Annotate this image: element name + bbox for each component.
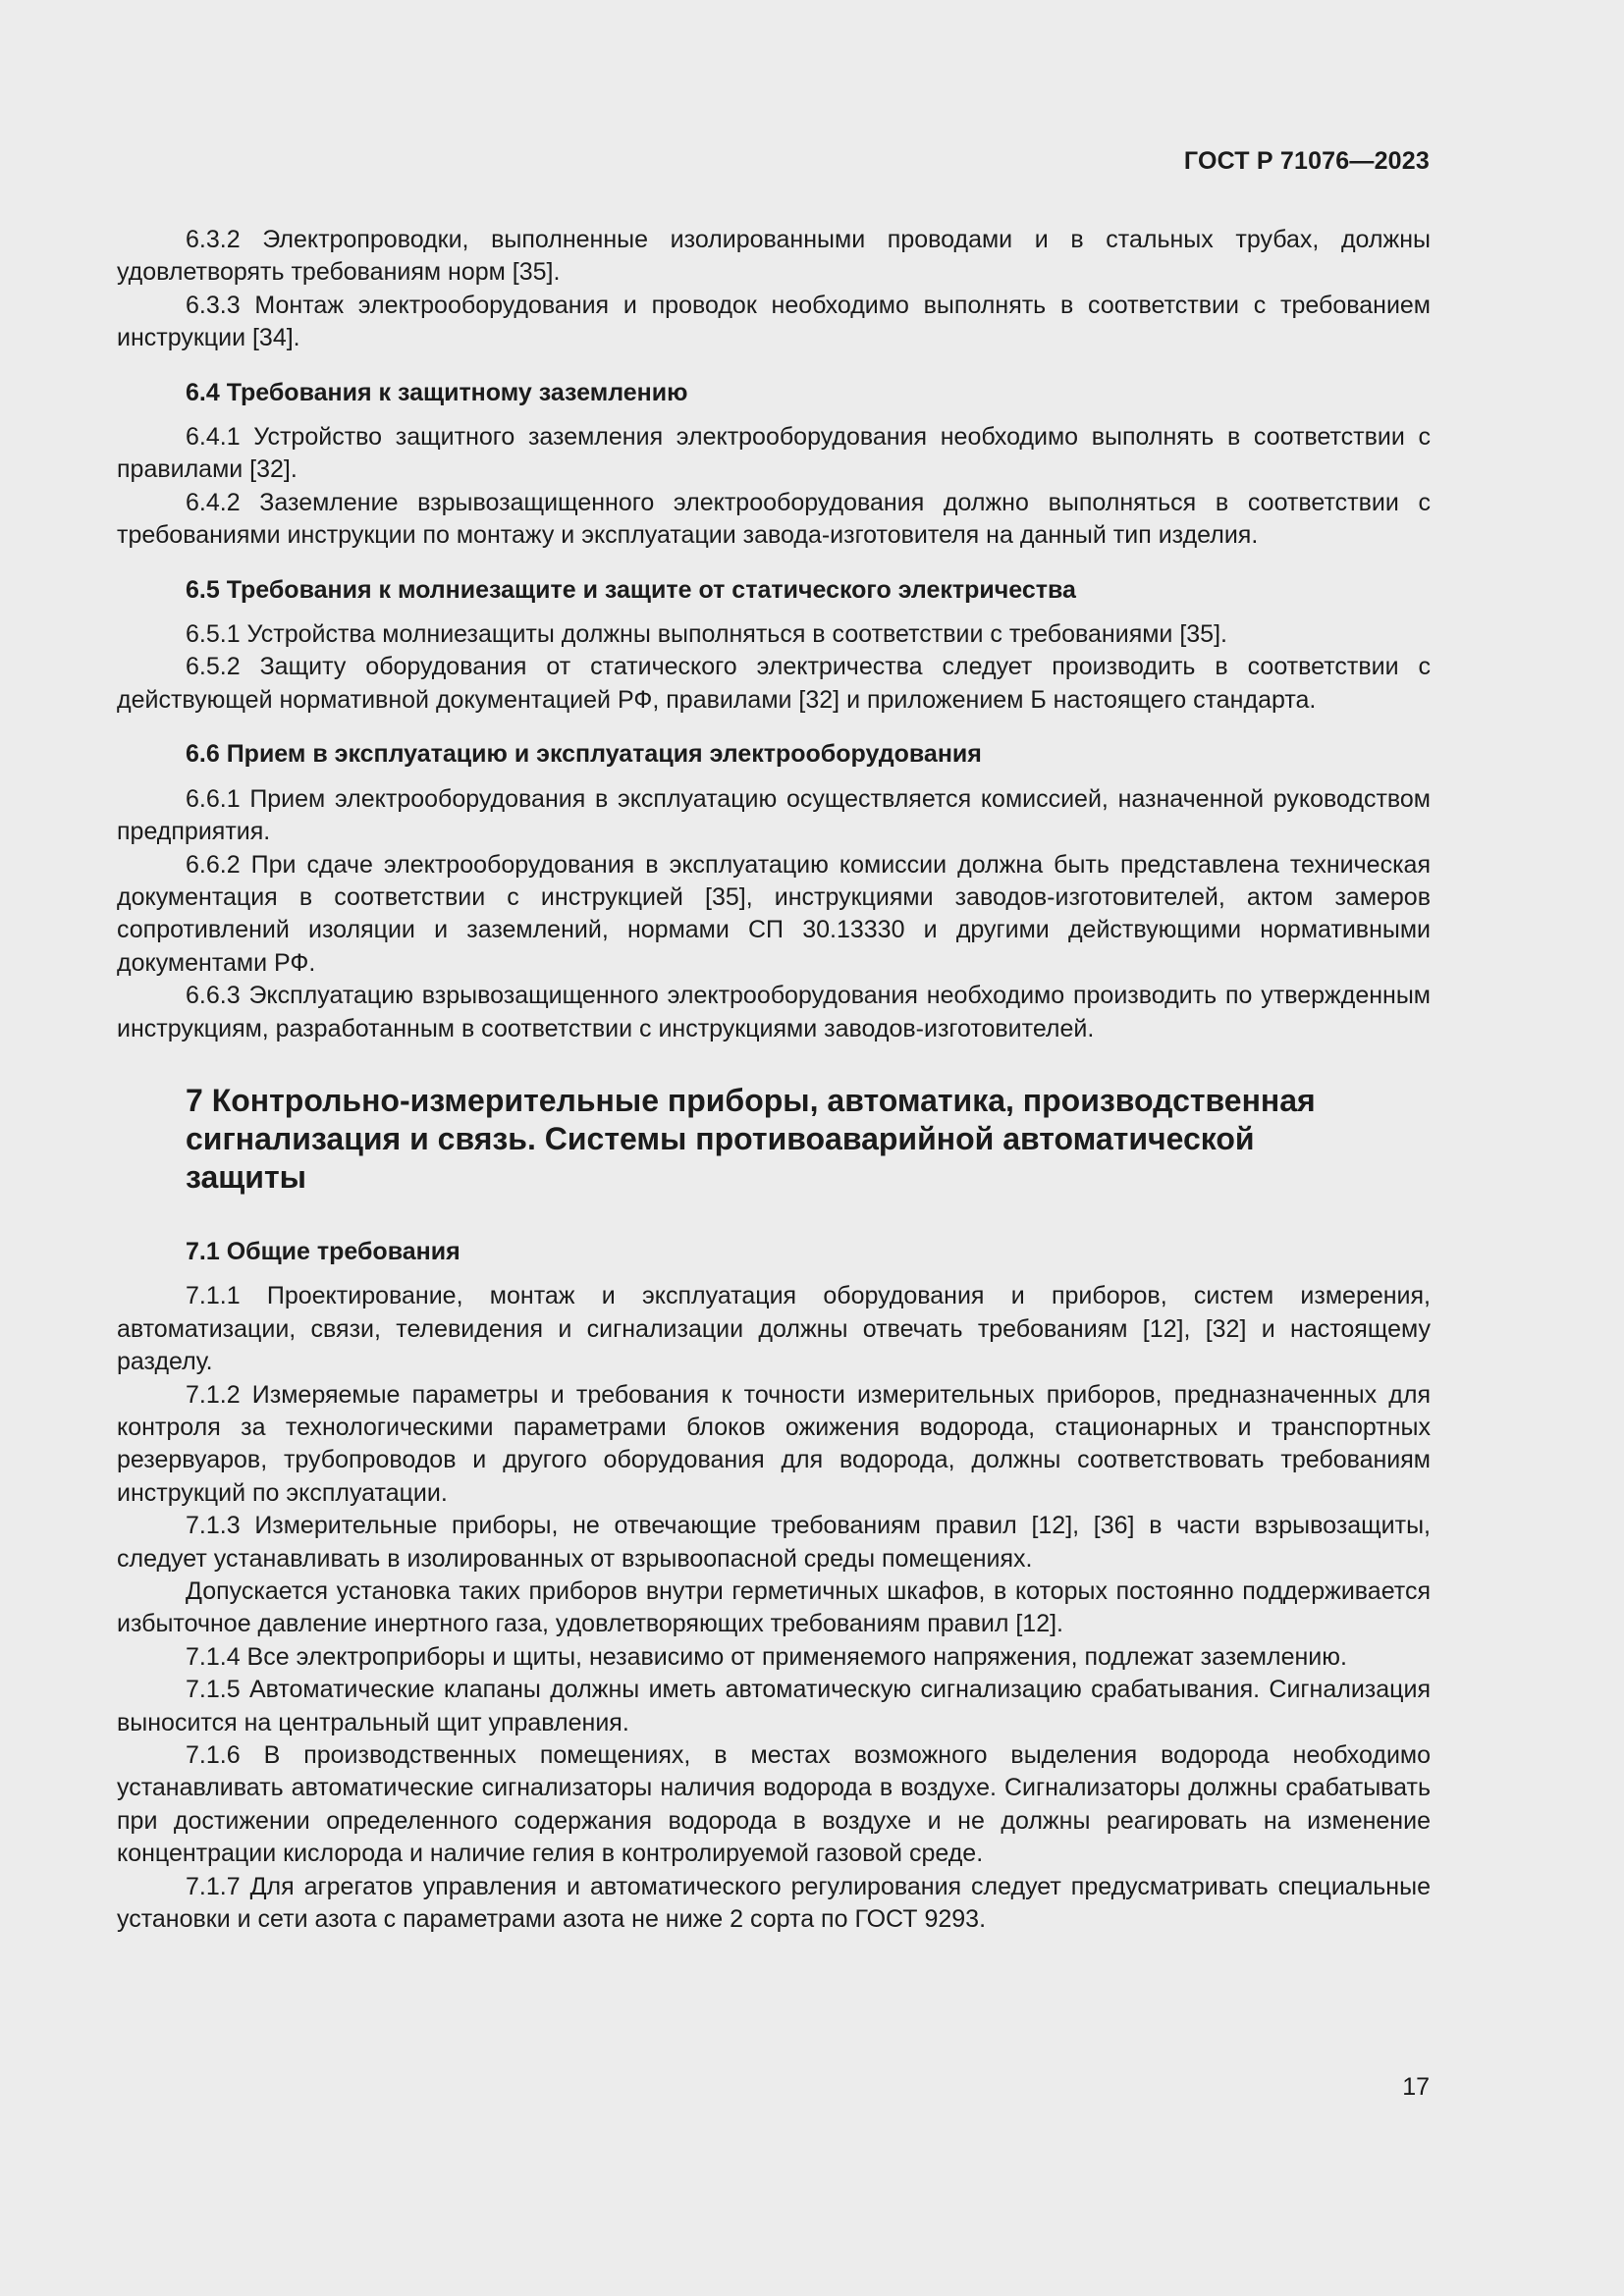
paragraph-6-6-1: 6.6.1 Прием электрооборудования в эксплуатацию осуществляется комиссией, назначенной руководством предприятия.	[117, 784, 1431, 846]
paragraph-7-1-1: 7.1.1 Проектирование, монтаж и эксплуатация оборудования и приборов, систем измерения, автоматизации, связи, телевидения и сигнализации должны отвечать требованиям [12], [32] и настоящему разделу.	[117, 1282, 1431, 1376]
paragraph-6-3-2: 6.3.2 Электропроводки, выполненные изолированными проводами и в стальных трубах, должны удовлетворять требованиям норм [35].	[117, 226, 1431, 287]
paragraph-6-5-1: 6.5.1 Устройства молниезащиты должны выполняться в соответствии с требованиями [35].	[186, 620, 1227, 649]
paragraph-6-4-1: 6.4.1 Устройство защитного заземления электрооборудования необходимо выполнять в соответствии с правилами [32].	[117, 423, 1431, 484]
paragraph-7-1-7: 7.1.7 Для агрегатов управления и автоматического регулирования следует предусматривать специальные установки и сети азота с параметрами азота не ниже 2 сорта по ГОСТ 9293.	[117, 1872, 1431, 1934]
paragraph-6-5-2: 6.5.2 Защиту оборудования от статического электричества следует производить в соответствии с действующей нормативной документацией РФ, правилами [32] и приложением Б настоящего стандарта.	[117, 653, 1431, 714]
paragraph-6-4-2: 6.4.2 Заземление взрывозащищенного электрооборудования должно выполняться в соответствии с требованиями инструкции по монтажу и эксплуатации завода-изготовителя на данный тип изделия.	[117, 488, 1431, 550]
section-heading-6-4: 6.4 Требования к защитному заземлению	[186, 378, 688, 406]
section-heading-6-6: 6.6 Прием в эксплуатацию и эксплуатация электрооборудования	[186, 740, 982, 769]
section-heading-7-1: 7.1 Общие требования	[186, 1237, 460, 1265]
chapter-heading-7: 7 Контрольно-измерительные приборы, автоматика, производственная сигнализация и связь. Системы противоаварийной автоматической защиты	[186, 1082, 1316, 1195]
paragraph-7-1-3-continuation: Допускается установка таких приборов внутри герметичных шкафов, в которых постоянно поддерживается избыточное давление инертного газа, удовлетворяющих требованиям правил [12].	[117, 1577, 1431, 1638]
paragraph-7-1-2: 7.1.2 Измеряемые параметры и требования к точности измерительных приборов, предназначенных для контроля за технологическими параметрами блоков ожижения водорода, стационарных и транспортных резервуаров, трубопроводов и другого оборудования для водорода, должны соответствовать требованиям инструкций по эксплуатации.	[117, 1380, 1431, 1507]
page-content	[117, 224, 1431, 1936]
section-heading-6-5: 6.5 Требования к молниезащите и защите от статического электричества	[186, 575, 1076, 604]
document-code-header: ГОСТ Р 71076—2023	[1183, 147, 1430, 175]
paragraph-6-3-3: 6.3.3 Монтаж электрооборудования и проводок необходимо выполнять в соответствии с требованием инструкции [34].	[117, 291, 1431, 352]
paragraph-7-1-5: 7.1.5 Автоматические клапаны должны иметь автоматическую сигнализацию срабатывания. Сигнализация выносится на центральный щит управления.	[117, 1676, 1431, 1736]
paragraph-7-1-3: 7.1.3 Измерительные приборы, не отвечающие требованиям правил [12], [36] в части взрывозащиты, следует устанавливать в изолированных от взрывоопасной среды помещениях.	[117, 1512, 1431, 1573]
paragraph-7-1-4: 7.1.4 Все электроприборы и щиты, независимо от применяемого напряжения, подлежат заземлению.	[186, 1642, 1347, 1671]
paragraph-7-1-6: 7.1.6 В производственных помещениях, в местах возможного выделения водорода необходимо устанавливать автоматические сигнализаторы наличия водорода в воздухе. Сигнализаторы должны срабатывать при достижении определенного содержания водорода в воздухе и не должны реагировать на изменение концентрации кислорода и наличие гелия в контролируемой газовой среде.	[117, 1741, 1431, 1868]
paragraph-6-6-2: 6.6.2 При сдаче электрооборудования в эксплуатацию комиссии должна быть представлена техническая документация в соответствии с инструкцией [35], инструкциями заводов-изготовителей, актом замеров сопротивлений изоляции и заземлений, нормами СП 30.13330 и другими действующими нормативными документами РФ.	[117, 850, 1431, 977]
page-number: 17	[1402, 2073, 1430, 2101]
paragraph-6-6-3: 6.6.3 Эксплуатацию взрывозащищенного электрооборудования необходимо производить по утвержденным инструкциям, разработанным в соответствии с инструкциями заводов-изготовителей.	[117, 982, 1431, 1042]
